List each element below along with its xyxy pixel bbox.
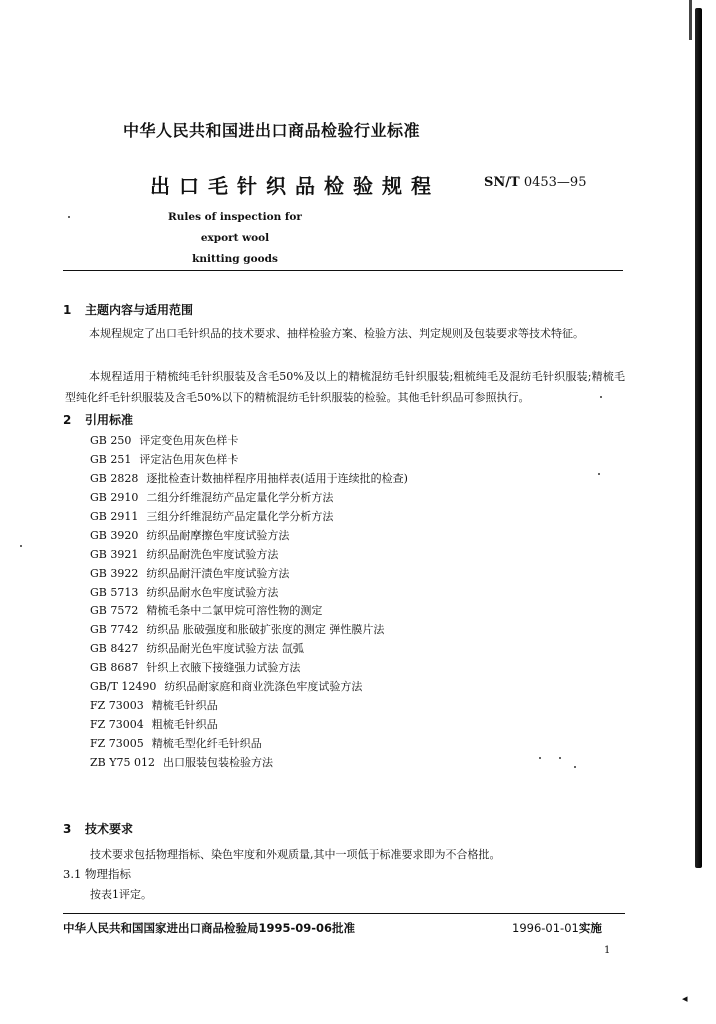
reference-code: GB 3922 [90,566,139,580]
standard-code-number: 0453—95 [523,175,587,190]
list-item [90,697,408,716]
english-title-line-1: Rules of inspection for export wool [168,211,302,244]
list-item [90,546,408,565]
reference-standards-list [90,432,408,773]
scan-speck [574,766,576,768]
english-title-line-2: knitting goods [192,253,278,265]
reference-code: GB 7742 [90,623,139,637]
reference-name: 三组分纤维混纺产品定量化学分析方法 [146,509,334,523]
standard-code [484,175,586,190]
reference-name: 精梳毛条中二氯甲烷可溶性物的测定 [146,604,323,618]
reference-code: FZ 73005 [90,737,144,750]
list-item [90,432,408,451]
section-2-heading [63,411,133,428]
reference-code: GB 2910 [90,490,139,504]
reference-code: ZB Y75 012 [90,755,155,769]
reference-name: 纺织品耐光色牢度试验方法 氙弧 [146,642,304,656]
scan-corner-mark: ◂ [682,992,688,1005]
list-item [90,470,408,489]
reference-name: 评定沾色用灰色样卡 [139,452,239,466]
list-item [90,735,408,754]
effective-date: 1996-01-01 [512,921,579,935]
reference-name: 出口服装包装检验方法 [162,755,273,769]
reference-code: GB 2828 [90,471,139,485]
scan-speck [539,757,541,759]
list-item [90,659,408,678]
document-title: 出口毛针织品检验规程 [150,174,440,198]
reference-name: 针织上衣腋下接缝强力试验方法 [146,661,301,675]
subsection-3-1-text: 按表1评定。 [90,888,152,901]
section-3-heading [63,820,133,837]
list-item [90,678,408,697]
effective-label: 实施 [578,921,602,935]
list-item [90,565,408,584]
list-item [90,754,408,773]
reference-code: GB 3921 [90,547,139,561]
header-divider [63,270,623,271]
list-item [90,508,408,527]
reference-name: 纺织品耐摩擦色牢度试验方法 [146,528,290,542]
scan-speck [598,473,600,475]
list-item [90,489,408,508]
reference-code: GB/T 12490 [90,680,157,694]
subsection-title: 物理指标 [85,867,131,881]
section-1-paragraph: 本规程适用于精梳纯毛针织服装及含毛50%及以上的精梳混纺毛针织服装;粗梳纯毛及混纺毛针织服装;精梳毛型纯化纤毛针织服装及含毛50%以下的精梳混纺毛针织服装的检验。其他毛针织品可参照执行。 [65,370,625,405]
reference-code: FZ 73003 [90,699,144,713]
reference-name: 二组分纤维混纺产品定量化学分析方法 [146,490,334,504]
list-item [90,621,408,640]
section-title: 主题内容与适用范围 [85,303,194,317]
list-item [90,640,408,659]
list-item [90,602,408,621]
scan-edge-mark [689,0,692,40]
reference-name: 精梳毛型化纤毛针织品 [151,737,262,750]
section-1-heading [63,301,193,318]
scan-speck [559,757,561,759]
subsection-number: 3.1 [63,867,82,881]
standard-authority: 中华人民共和国进出口商品检验行业标准 [123,121,421,140]
footer-divider [63,913,625,914]
reference-name: 评定变色用灰色样卡 [139,434,239,447]
reference-code: GB 250 [90,434,132,447]
section-title: 技术要求 [85,822,134,836]
scan-speck [68,216,70,218]
reference-name: 纺织品耐汗渍色牢度试验方法 [146,566,290,580]
list-item [90,527,408,546]
effective-line [512,920,602,936]
reference-code: FZ 73004 [90,718,144,732]
reference-name: 纺织品耐水色牢度试验方法 [146,585,279,599]
section-number: 1 [63,303,72,317]
reference-code: GB 3920 [90,528,139,542]
reference-code: GB 7572 [90,604,139,618]
standard-code-prefix: SN/T [484,175,520,190]
reference-code: GB 2911 [90,509,139,523]
reference-name: 精梳毛针织品 [151,699,218,713]
reference-name: 纺织品耐家庭和商业洗涤色牢度试验方法 [164,680,363,694]
reference-code: GB 251 [90,452,132,466]
section-number: 2 [63,413,72,427]
reference-code: GB 5713 [90,585,139,599]
reference-code: GB 8687 [90,661,139,675]
scan-edge-shadow [695,8,702,868]
reference-name: 粗梳毛针织品 [151,718,218,732]
reference-name: 纺织品 胀破强度和胀破扩张度的测定 弹性膜片法 [146,623,385,637]
section-3-intro: 技术要求包括物理指标、染色牢度和外观质量,其中一项低于标准要求即为不合格批。 [90,848,501,861]
subsection-3-1-heading [63,866,131,882]
section-1-paragraph: 本规程规定了出口毛针织品的技术要求、抽样检验方案、检验方法、判定规则及包装要求等技术特征。 [89,327,584,340]
scan-speck [20,545,22,547]
reference-code: GB 8427 [90,642,139,656]
section-title: 引用标准 [85,413,134,427]
list-item [90,584,408,603]
approval-line: 中华人民共和国国家进出口商品检验局1995-09-06批准 [63,921,356,935]
list-item [90,716,408,735]
reference-name: 纺织品耐洗色牢度试验方法 [146,547,279,561]
list-item [90,451,408,470]
page-number: 1 [604,945,611,956]
reference-name: 逐批检查计数抽样程序用抽样表(适用于连续批的检查) [146,471,408,485]
section-number: 3 [63,822,72,836]
english-title [150,207,320,270]
